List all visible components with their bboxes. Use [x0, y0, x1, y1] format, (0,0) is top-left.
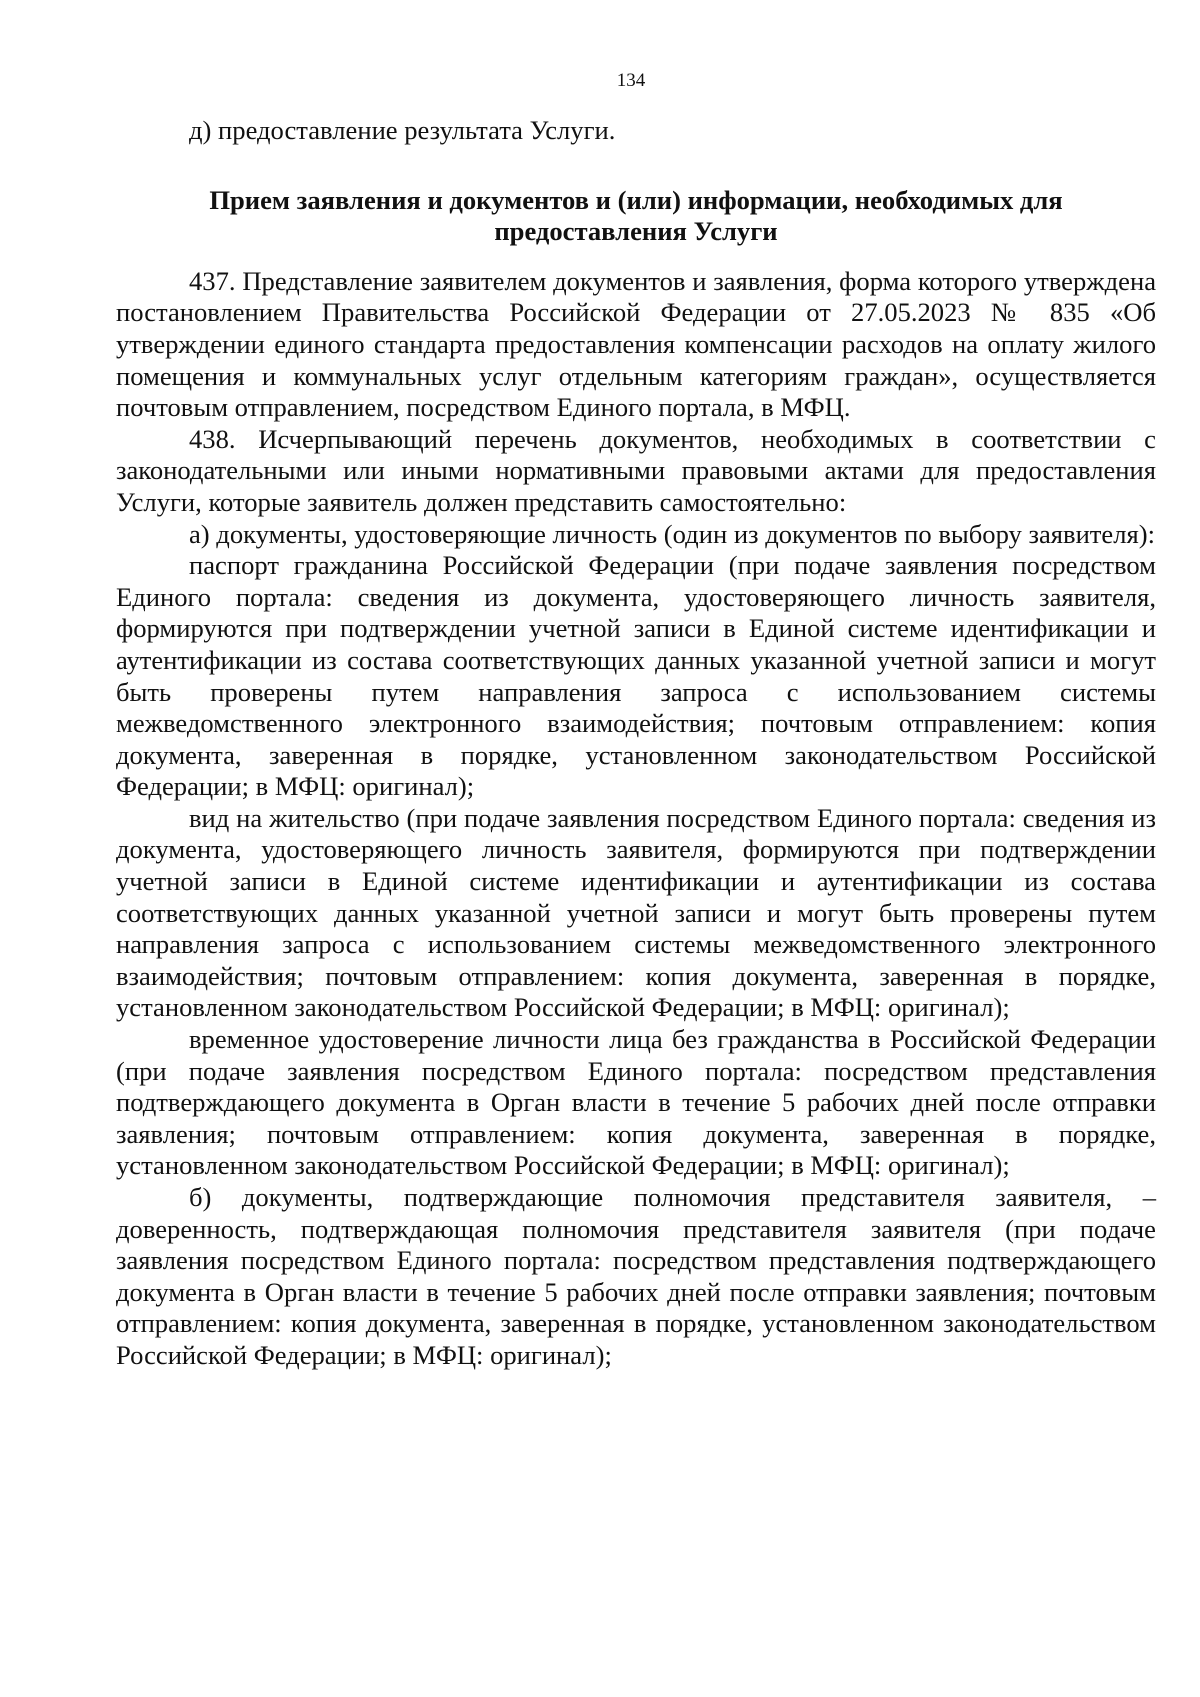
temporary-id-paragraph: временное удостоверение личности лица без гражданства в Российской Федерации (при подаче заявления посредством Единого портала: посредством представления подтверждающего документа в Орган власти в течение 5 рабочих дней после отправки заявления; почтовым отправлением: копия документа, заверенная в порядке, установленном законодательством Российской Федерации; в МФЦ: оригинал); — [116, 1024, 1156, 1181]
section-heading: Прием заявления и документов и (или) информации, необходимых для предоставления Услуги — [209, 184, 1063, 247]
subitem-b: б) документы, подтверждающие полномочия представителя заявителя, – доверенность, подтверждающая полномочия представителя заявителя (при подаче заявления посредством Единого портала: посредством представления подтверждающего документа в Орган власти в течение 5 рабочих дней после отправки заявления; почтовым отправлением: копия документа, заверенная в порядке, установленном законодательством Российской Федерации; в МФЦ: оригинал); — [116, 1182, 1156, 1370]
paragraph-437: 437. Представление заявителем документов и заявления, форма которого утверждена постановлением Правительства Российской Федерации от 27.05.2023 № 835 «Об утверждении единого стандарта предоставления компенсации расходов на оплату жилого помещения и коммунальных услуг отдельным категориям граждан», осуществляется почтовым отправлением, посредством Единого портала, в МФЦ. — [116, 265, 1156, 423]
intro-list-item: д) предоставление результата Услуги. — [189, 115, 616, 145]
passport-paragraph: паспорт гражданина Российской Федерации (при подаче заявления посредством Единого портала: сведения из документа, удостоверяющего личность заявителя, формируются при подтверждении учетной записи в Единой системе идентификации и аутентификации из состава соответствующих данных указанной учетной записи и могут быть проверены путем направления запроса с использованием системы межведомственного электронного взаимодействия; почтовым отправлением: копия документа, заверенная в порядке, установленном законодательством Российской Федерации; в МФЦ: оригинал); — [116, 550, 1156, 802]
residence-permit-paragraph: вид на жительство (при подаче заявления посредством Единого портала: сведения из документа, удостоверяющего личность заявителя, формируются при подтверждении учетной записи в Единой системе идентификации и аутентификации из состава соответствующих данных указанной учетной записи и могут быть проверены путем направления запроса с использованием системы межведомственного электронного взаимодействия; почтовым отправлением: копия документа, заверенная в порядке, установленном законодательством Российской Федерации; в МФЦ: оригинал); — [116, 802, 1156, 1023]
subitem-a: а) документы, удостоверяющие личность (один из документов по выбору заявителя): — [189, 518, 1155, 549]
page-number: 134 — [616, 70, 646, 91]
paragraph-438: 438. Исчерпывающий перечень документов, необходимых в соответствии с законодательными или иными нормативными правовыми актами для предоставления Услуги, которые заявитель должен представить самостоятельно: — [116, 423, 1156, 517]
document-body — [116, 115, 1156, 1372]
